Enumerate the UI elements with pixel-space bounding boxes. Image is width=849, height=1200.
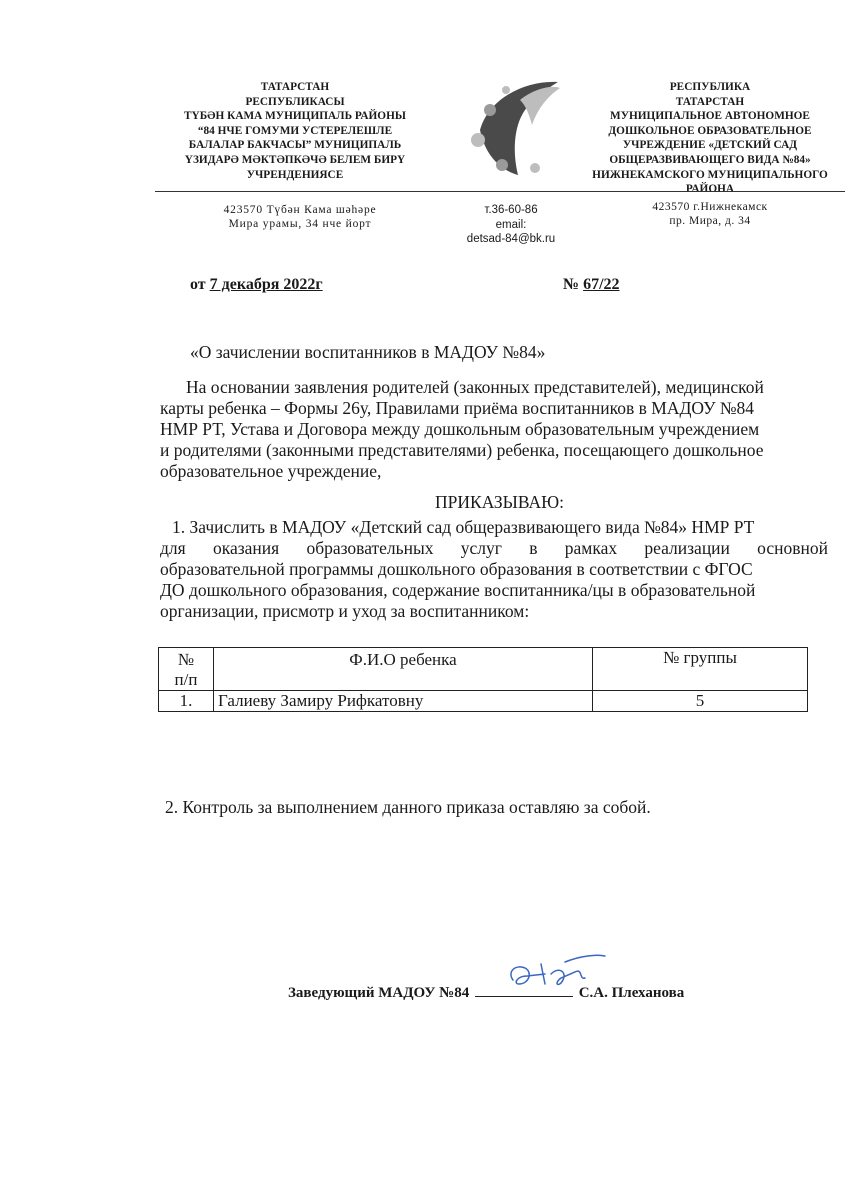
logo-drop xyxy=(496,159,508,171)
logo-drop xyxy=(471,133,485,147)
item-2-paragraph: 2. Контроль за выполнением данного приказа оставляю за собой. xyxy=(165,797,651,817)
order-date-value: 7 декабря 2022г xyxy=(209,276,323,293)
header-right-line: ТАТАРСТАН xyxy=(675,95,745,108)
order-date-prefix: от xyxy=(190,276,210,293)
header-right-line: УЧРЕЖДЕНИЕ «ДЕТСКИЙ САД xyxy=(622,139,798,152)
item-1-line: для оказания образовательных услуг в рамках реализации основной xyxy=(160,538,828,558)
children-table xyxy=(158,647,808,712)
intro-line: и родителями (законными представителями) ребенка, посещающего дошкольное xyxy=(160,440,764,460)
order-date xyxy=(190,276,323,294)
header-divider xyxy=(155,191,845,192)
header-right-russian xyxy=(580,80,840,197)
order-number-value: 67/22 xyxy=(583,276,620,293)
handwritten-signature xyxy=(505,950,615,1000)
phone-text: т.36-60-86 xyxy=(484,204,538,216)
intro-line: образовательное учреждение, xyxy=(160,461,382,481)
directive-heading: ПРИКАЗЫВАЮ: xyxy=(435,492,564,512)
header-group-cell xyxy=(593,648,808,691)
logo-drop xyxy=(530,163,540,173)
row-number: 1. xyxy=(179,691,193,710)
header-left-line: ТҮБӘН КАМА МУНИЦИПАЛЬ РАЙОНЫ xyxy=(184,110,406,123)
item-1-line: ДО дошкольного образования, содержание воспитанника/цы в образовательной xyxy=(160,580,756,600)
item-1-line: организации, присмотр и уход за воспитанником: xyxy=(160,601,530,621)
address-right-line: пр. Мира, д. 34 xyxy=(669,215,751,227)
order-title: «О зачислении воспитанников в МАДОУ №84» xyxy=(190,342,546,362)
header-right-line: ДОШКОЛЬНОЕ ОБРАЗОВАТЕЛЬНОЕ xyxy=(608,124,812,137)
header-left-line: “84 НЧЕ ГОМУМИ УСТЕРЕЛЕШЛЕ xyxy=(197,124,393,137)
signature-name: С.А. Плеханова xyxy=(578,985,685,1001)
item-1-line: 1. Зачислить в МАДОУ «Детский сад общеразвивающего вида №84» НМР РТ xyxy=(172,517,755,537)
header-left-tatar xyxy=(160,80,430,182)
email-link[interactable]: detsad-84@bk.ru xyxy=(466,233,556,245)
table-row xyxy=(159,691,808,712)
header-left-line: РЕСПУБЛИКАСЫ xyxy=(245,95,345,108)
header-right-line: РАЙОНА xyxy=(685,183,735,196)
header-left-line: БАЛАЛАР БАКЧАСЫ” МУНИЦИПАЛЬ xyxy=(188,139,402,152)
order-number xyxy=(563,276,620,294)
kindergarten-logo xyxy=(460,70,565,185)
email-label: email: xyxy=(495,218,527,231)
item-1-line: образовательной программы дошкольного образования в соответствии с ФГОС xyxy=(160,559,753,579)
address-center xyxy=(436,203,586,247)
row-name: Галиеву Замиру Рифкатовну xyxy=(218,691,424,710)
row-group-cell xyxy=(593,691,808,712)
signature-position: Заведующий МАДОУ №84 xyxy=(288,985,470,1001)
address-left xyxy=(200,203,400,231)
header-left-line: УЧРЕНДЕНИЯСЕ xyxy=(246,168,344,181)
signature-stroke xyxy=(511,955,605,984)
header-number: № п/п xyxy=(174,650,198,689)
address-left-line: Мира урамы, 34 нче йорт xyxy=(228,218,372,230)
item-1-paragraph xyxy=(160,517,828,622)
logo-drop xyxy=(484,104,496,116)
header-right-line: РЕСПУБЛИКА xyxy=(669,81,751,93)
address-right xyxy=(625,200,795,228)
address-right-line: 423570 г.Нижнекамск xyxy=(652,201,768,213)
intro-paragraph xyxy=(160,377,828,482)
header-right-line: МУНИЦИПАЛЬНОЕ АВТОНОМНОЕ xyxy=(610,110,810,123)
row-group: 5 xyxy=(695,691,705,710)
signature-line xyxy=(288,982,684,1002)
header-right-line: ОБЩЕРАЗВИВАЮЩЕГО ВИДА №84» xyxy=(609,153,811,166)
logo-drop xyxy=(502,86,510,94)
order-number-prefix: № xyxy=(563,276,584,293)
header-number-cell xyxy=(159,648,214,691)
row-number-cell xyxy=(159,691,214,712)
header-name-cell xyxy=(214,648,593,691)
header-right-line: НИЖНЕКАМСКОГО МУНИЦИПАЛЬНОГО xyxy=(592,168,828,181)
intro-line: На основании заявления родителей (законных представителей), медицинской xyxy=(186,377,764,397)
header-name: Ф.И.О ребенка xyxy=(349,650,457,669)
intro-line: карты ребенка – Формы 26у, Правилами приёма воспитанников в МАДОУ №84 xyxy=(160,398,755,418)
intro-line: НМР РТ, Устава и Договора между дошкольным образовательным учреждением xyxy=(160,419,760,439)
header-left-line: ТАТАРСТАН xyxy=(260,81,330,93)
table-header-row xyxy=(159,648,808,691)
row-name-cell xyxy=(214,691,593,712)
header-group: № группы xyxy=(663,648,737,667)
header-left-line: ҮЗИДАРӘ МӘКТӘПКӘЧӘ БЕЛЕМ БИРҮ xyxy=(184,153,406,166)
address-left-line: 423570 Түбән Кама шәһәре xyxy=(223,204,377,216)
